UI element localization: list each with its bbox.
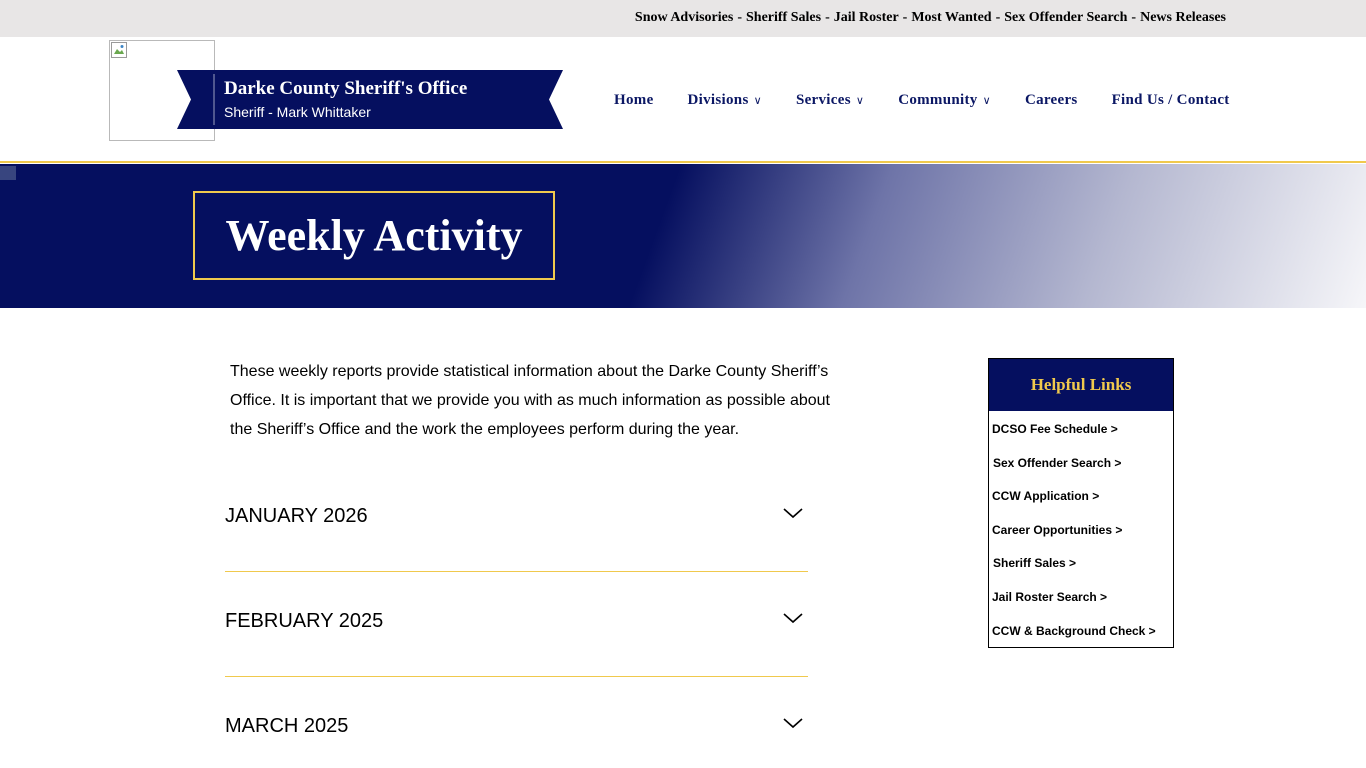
helpful-link-fee-schedule[interactable]: DCSO Fee Schedule > (992, 422, 1118, 436)
helpful-link-sheriff-sales[interactable]: Sheriff Sales > (993, 556, 1077, 570)
quick-link-separator: - (995, 10, 1001, 25)
nav-item-label: Community (898, 91, 978, 108)
nav-item-label: Divisions (687, 91, 749, 108)
nav-item-label: Home (614, 91, 654, 108)
nav-item-services[interactable] (796, 90, 864, 110)
broken-image-icon (111, 42, 127, 58)
page-title-box (193, 191, 555, 280)
nav-item-label: Find Us / Contact (1111, 91, 1230, 108)
quick-link-sex-offender-search[interactable]: Sex Offender Search (1004, 10, 1128, 25)
quick-links (635, 10, 1226, 26)
helpful-link-ccw-background-check[interactable]: CCW & Background Check > (992, 624, 1156, 638)
accordion-item-label: FEBRUARY 2025 (225, 610, 384, 632)
site-title: Darke County Sheriff's Office (224, 78, 468, 99)
accordion-item-label: MARCH 2025 (225, 715, 349, 737)
accordion-item-january-2026[interactable] (225, 467, 808, 572)
quick-link-jail-roster[interactable]: Jail Roster (833, 10, 899, 25)
site-title-banner[interactable] (177, 70, 563, 129)
chevron-down-icon: ∨ (855, 93, 865, 107)
intro-paragraph: These weekly reports provide statistical information about the Darke County Sheriff’s Office. It is important that we provide you with as much information as possible about the Sheriff’s Office and the work the employees perform during the year. (230, 363, 830, 438)
chevron-down-icon (783, 611, 803, 625)
chevron-down-icon: ∨ (982, 93, 991, 107)
broken-image-icon (0, 166, 16, 180)
helpful-links-title: Helpful Links (1030, 375, 1132, 394)
quick-link-snow-advisories[interactable]: Snow Advisories (634, 10, 734, 25)
page-title: Weekly Activity (225, 211, 523, 260)
nav-item-find-us-contact[interactable] (1112, 90, 1230, 110)
quick-link-separator: - (1131, 10, 1137, 25)
helpful-link-jail-roster-search[interactable]: Jail Roster Search > (992, 590, 1108, 604)
helpful-link-ccw-application[interactable]: CCW Application > (992, 489, 1100, 503)
accordion-item-march-2025[interactable] (225, 677, 808, 768)
nav-item-divisions[interactable] (688, 90, 762, 110)
quick-link-separator: - (737, 10, 742, 25)
monthly-reports-accordion (225, 467, 808, 768)
main-navigation (614, 90, 1230, 110)
accordion-item-label: JANUARY 2026 (225, 505, 368, 527)
accordion-item-february-2025[interactable] (225, 572, 808, 677)
helpful-link-career-opportunities[interactable]: Career Opportunities > (992, 523, 1123, 537)
quick-link-separator: - (825, 10, 830, 25)
nav-item-careers[interactable] (1025, 90, 1078, 110)
helpful-links-header (989, 359, 1173, 411)
quick-link-most-wanted[interactable]: Most Wanted (911, 10, 992, 25)
chevron-down-icon (783, 506, 803, 520)
quick-link-separator: - (902, 10, 908, 25)
site-subtitle: Sheriff - Mark Whittaker (224, 104, 371, 120)
nav-item-community[interactable] (898, 90, 991, 110)
quick-link-sheriff-sales[interactable]: Sheriff Sales (746, 10, 822, 25)
top-utility-bar (0, 0, 1366, 37)
helpful-links-panel (988, 358, 1174, 648)
site-header (0, 37, 1366, 163)
nav-item-label: Careers (1024, 91, 1078, 108)
page-hero (0, 164, 1366, 308)
chevron-down-icon: ∨ (753, 93, 762, 107)
nav-item-label: Services (795, 91, 851, 108)
quick-link-news-releases[interactable]: News Releases (1140, 10, 1226, 25)
nav-item-home[interactable] (614, 90, 654, 110)
helpful-link-sex-offender-search[interactable]: Sex Offender Search > (993, 456, 1122, 470)
chevron-down-icon (783, 716, 803, 730)
